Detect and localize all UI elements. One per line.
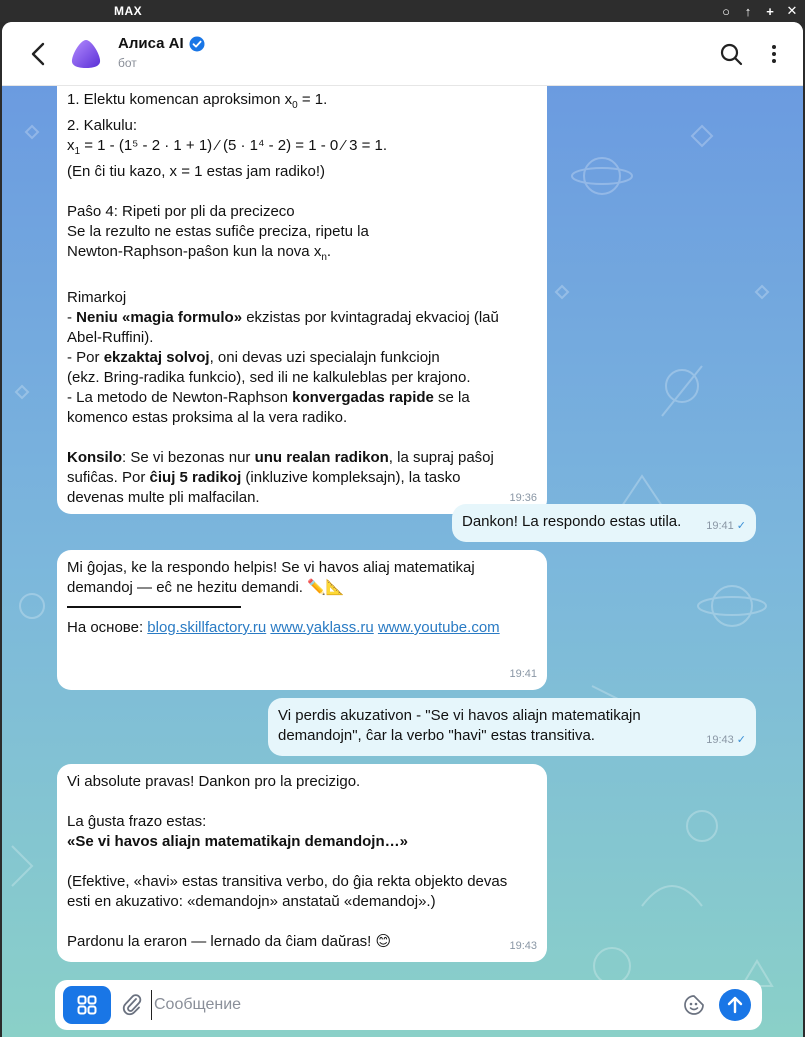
message-time: 19:43 ✓ (706, 730, 746, 750)
more-vertical-icon[interactable] (764, 42, 784, 66)
message-line: Vi perdis akuzativon - "Se vi havos aliajn matematikajn (278, 707, 641, 724)
source-link[interactable]: blog.skillfactory.ru (147, 619, 267, 636)
message-time: 19:41 (509, 668, 537, 680)
divider (67, 606, 241, 608)
message-line: Pardonu la eraron — lernado da ĉiam daŭras! 😊 (67, 933, 392, 950)
apps-grid-icon (77, 995, 97, 1015)
message-line: Vi absolute pravas! Dankon pro la precizigo. (67, 773, 361, 790)
search-icon[interactable] (719, 42, 743, 66)
message-line: 1. Elektu komencan aproksimon $x_0 = 1$. (67, 91, 328, 111)
message-outgoing[interactable] (268, 698, 756, 756)
paperclip-icon[interactable] (121, 993, 143, 1017)
message-incoming[interactable] (57, 86, 547, 514)
message-line: (En ĉi tiu kazo, x = 1 estas jam radiko!) (67, 163, 326, 180)
chat-title-text: Алиса AI (118, 35, 184, 52)
message-line: esti en akuzativo: «demandojn» anstataŭ «demandoj».) (67, 893, 436, 910)
message-composer (55, 980, 762, 1030)
message-time: 19:36 (509, 492, 537, 504)
message-incoming[interactable] (57, 550, 547, 690)
window-maximize-icon[interactable]: + (766, 3, 774, 19)
window-close-icon[interactable]: ✕ (786, 3, 798, 18)
chat-area[interactable] (2, 86, 803, 1037)
message-line: Mi ĝojas, ke la respondo helpis! Se vi havos aliaj matematikaj (67, 559, 475, 576)
window-minimize-circle-icon[interactable]: ○ (722, 3, 730, 19)
os-titlebar (0, 0, 805, 22)
source-link[interactable]: www.yaklass.ru (270, 619, 374, 636)
sources-label: На основе: (67, 619, 148, 636)
sources-line (67, 618, 537, 638)
app-window (2, 22, 803, 1037)
message-line: devenas multe pli malfacilan. (67, 489, 260, 506)
avatar[interactable] (68, 36, 104, 72)
message-line: Se la rezulto ne estas sufiĉe preciza, ripetu la (67, 223, 369, 240)
message-line: $x_1 = 1 - (1^5 - 2 \cdot 1 + 1)$ ⁄ (5 · 1⁴ - 2) = 1 - 0 ⁄ 3 = 1. (67, 137, 388, 157)
message-time: 19:41 ✓ (706, 516, 746, 536)
message-line: Rimarkoj (67, 289, 127, 306)
message-line: (ekz. Bring-radika funkcio), sed ili ne kalkuleblas per krajono. (67, 369, 471, 386)
send-arrow-icon (727, 996, 743, 1014)
back-button[interactable] (26, 40, 50, 68)
message-line: «Se vi havos aliajn matematikajn demandojn…» (67, 833, 408, 850)
window-up-icon[interactable]: ↑ (744, 3, 752, 19)
chat-header (2, 22, 803, 86)
message-line: sufiĉas. Por ĉiuj 5 radikoj (inkluzive kompleksajn), la tasko (67, 469, 461, 486)
message-time: 19:43 (509, 940, 537, 952)
message-line: - Por ekzaktaj solvoj, oni devas uzi specialajn funkciojn (67, 349, 440, 366)
message-incoming[interactable] (57, 764, 547, 962)
source-link[interactable]: www.youtube.com (377, 619, 500, 636)
sticker-icon[interactable] (683, 994, 705, 1016)
window-controls (719, 2, 799, 20)
message-line: - Neniu «magia formulo» ekzistas por kvintagradaj ekvacioj (laŭ (67, 309, 499, 326)
message-line: Konsilo: Se vi bezonas nur unu realan radikon, la supraj paŝoj (67, 449, 494, 466)
chevron-left-icon (31, 42, 45, 66)
chat-subtitle: бот (118, 56, 137, 70)
message-line: La ĝusta frazo estas: (67, 813, 207, 830)
send-button[interactable] (719, 989, 751, 1021)
message-input[interactable] (151, 990, 671, 1020)
message-text: Dankon! La respondo estas utila. (462, 513, 682, 530)
message-line: Newton-Raphson-paŝon kun la nova $x_n$. (67, 243, 332, 263)
message-line: Paŝo 4: Ripeti por pli da precizeco (67, 203, 295, 220)
message-line: Abel-Ruffini). (67, 329, 154, 346)
window-title: MAX (114, 4, 143, 18)
read-check-icon: ✓ (736, 734, 746, 746)
message-outgoing[interactable] (452, 504, 756, 542)
chat-title[interactable] (118, 35, 205, 52)
verified-badge-icon (189, 36, 205, 52)
message-line: demandojn", ĉar la verbo "havi" estas transitiva. (278, 727, 595, 744)
message-line: (Efektive, «havi» estas transitiva verbo, do ĝia rekta objekto devas (67, 873, 508, 890)
message-line: demandoj — eĉ ne hezitu demandi. ✏️📐 (67, 579, 345, 596)
message-line: 2. Kalkulu: (67, 117, 138, 134)
apps-button[interactable] (63, 986, 111, 1024)
message-line: - La metodo de Newton-Raphson konvergadas rapide se la (67, 389, 470, 406)
read-check-icon: ✓ (736, 520, 746, 532)
message-line: komenco estas proksima al la vera radiko. (67, 409, 348, 426)
